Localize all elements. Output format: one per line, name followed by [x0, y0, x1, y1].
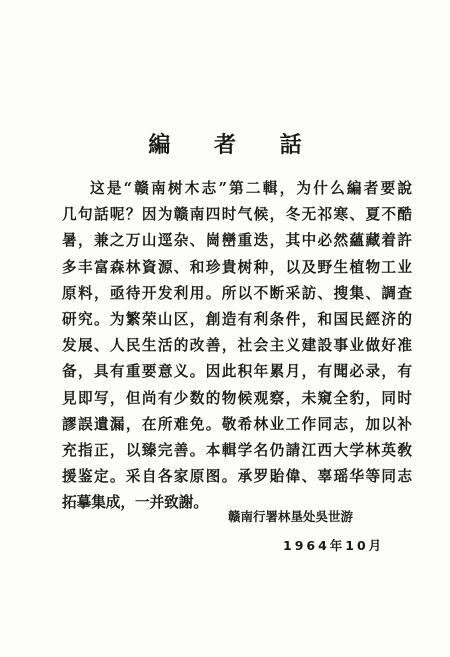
body-line: 見即写，但尚有少数的物候观察，未窺全豹，同时	[62, 389, 412, 407]
publication-date: 1964年10月	[283, 538, 385, 553]
body-line: 多丰富森林資源、和珍貴树种，以及野生植物工业	[62, 258, 412, 276]
body-line: 原料，亟待开发利用。所以不断采訪、搜集、調查	[62, 284, 412, 302]
preface-body	[62, 176, 412, 516]
body-line: 发展、人民生活的改善，社会主义建設事业做好准	[62, 337, 412, 355]
body-line: 几句話呢？因为赣南四时气候，冬无祁寒、夏不酷	[62, 206, 412, 224]
body-line: 拓摹集成，一并致謝。	[62, 494, 208, 512]
body-line: 备，具有重要意义。因此积年累月，有聞必录，有	[62, 363, 412, 381]
body-line: 暑，兼之万山逕杂、崗巒重迭，其中必然蘊藏着許	[62, 232, 412, 250]
page-title: 編 者 話	[148, 132, 320, 158]
body-line: 这是“赣南树木志”第二輯，为什么編者要說	[90, 180, 412, 197]
body-line: 謬誤遺漏，在所难免。敬希林业工作同志，加以补	[62, 415, 412, 433]
author-signature: 赣南行署林垦处吳世游	[228, 509, 354, 524]
body-line: 援鉴定。采自各家原图。承罗貽偉、辜瑶华等同志	[62, 468, 412, 486]
body-line: 研究。为繁荣山区，創造有利条件，和国民經济的	[62, 310, 412, 328]
body-line: 充指正，以臻完善。本輯学名仍請江西大学林英敎	[62, 441, 412, 459]
